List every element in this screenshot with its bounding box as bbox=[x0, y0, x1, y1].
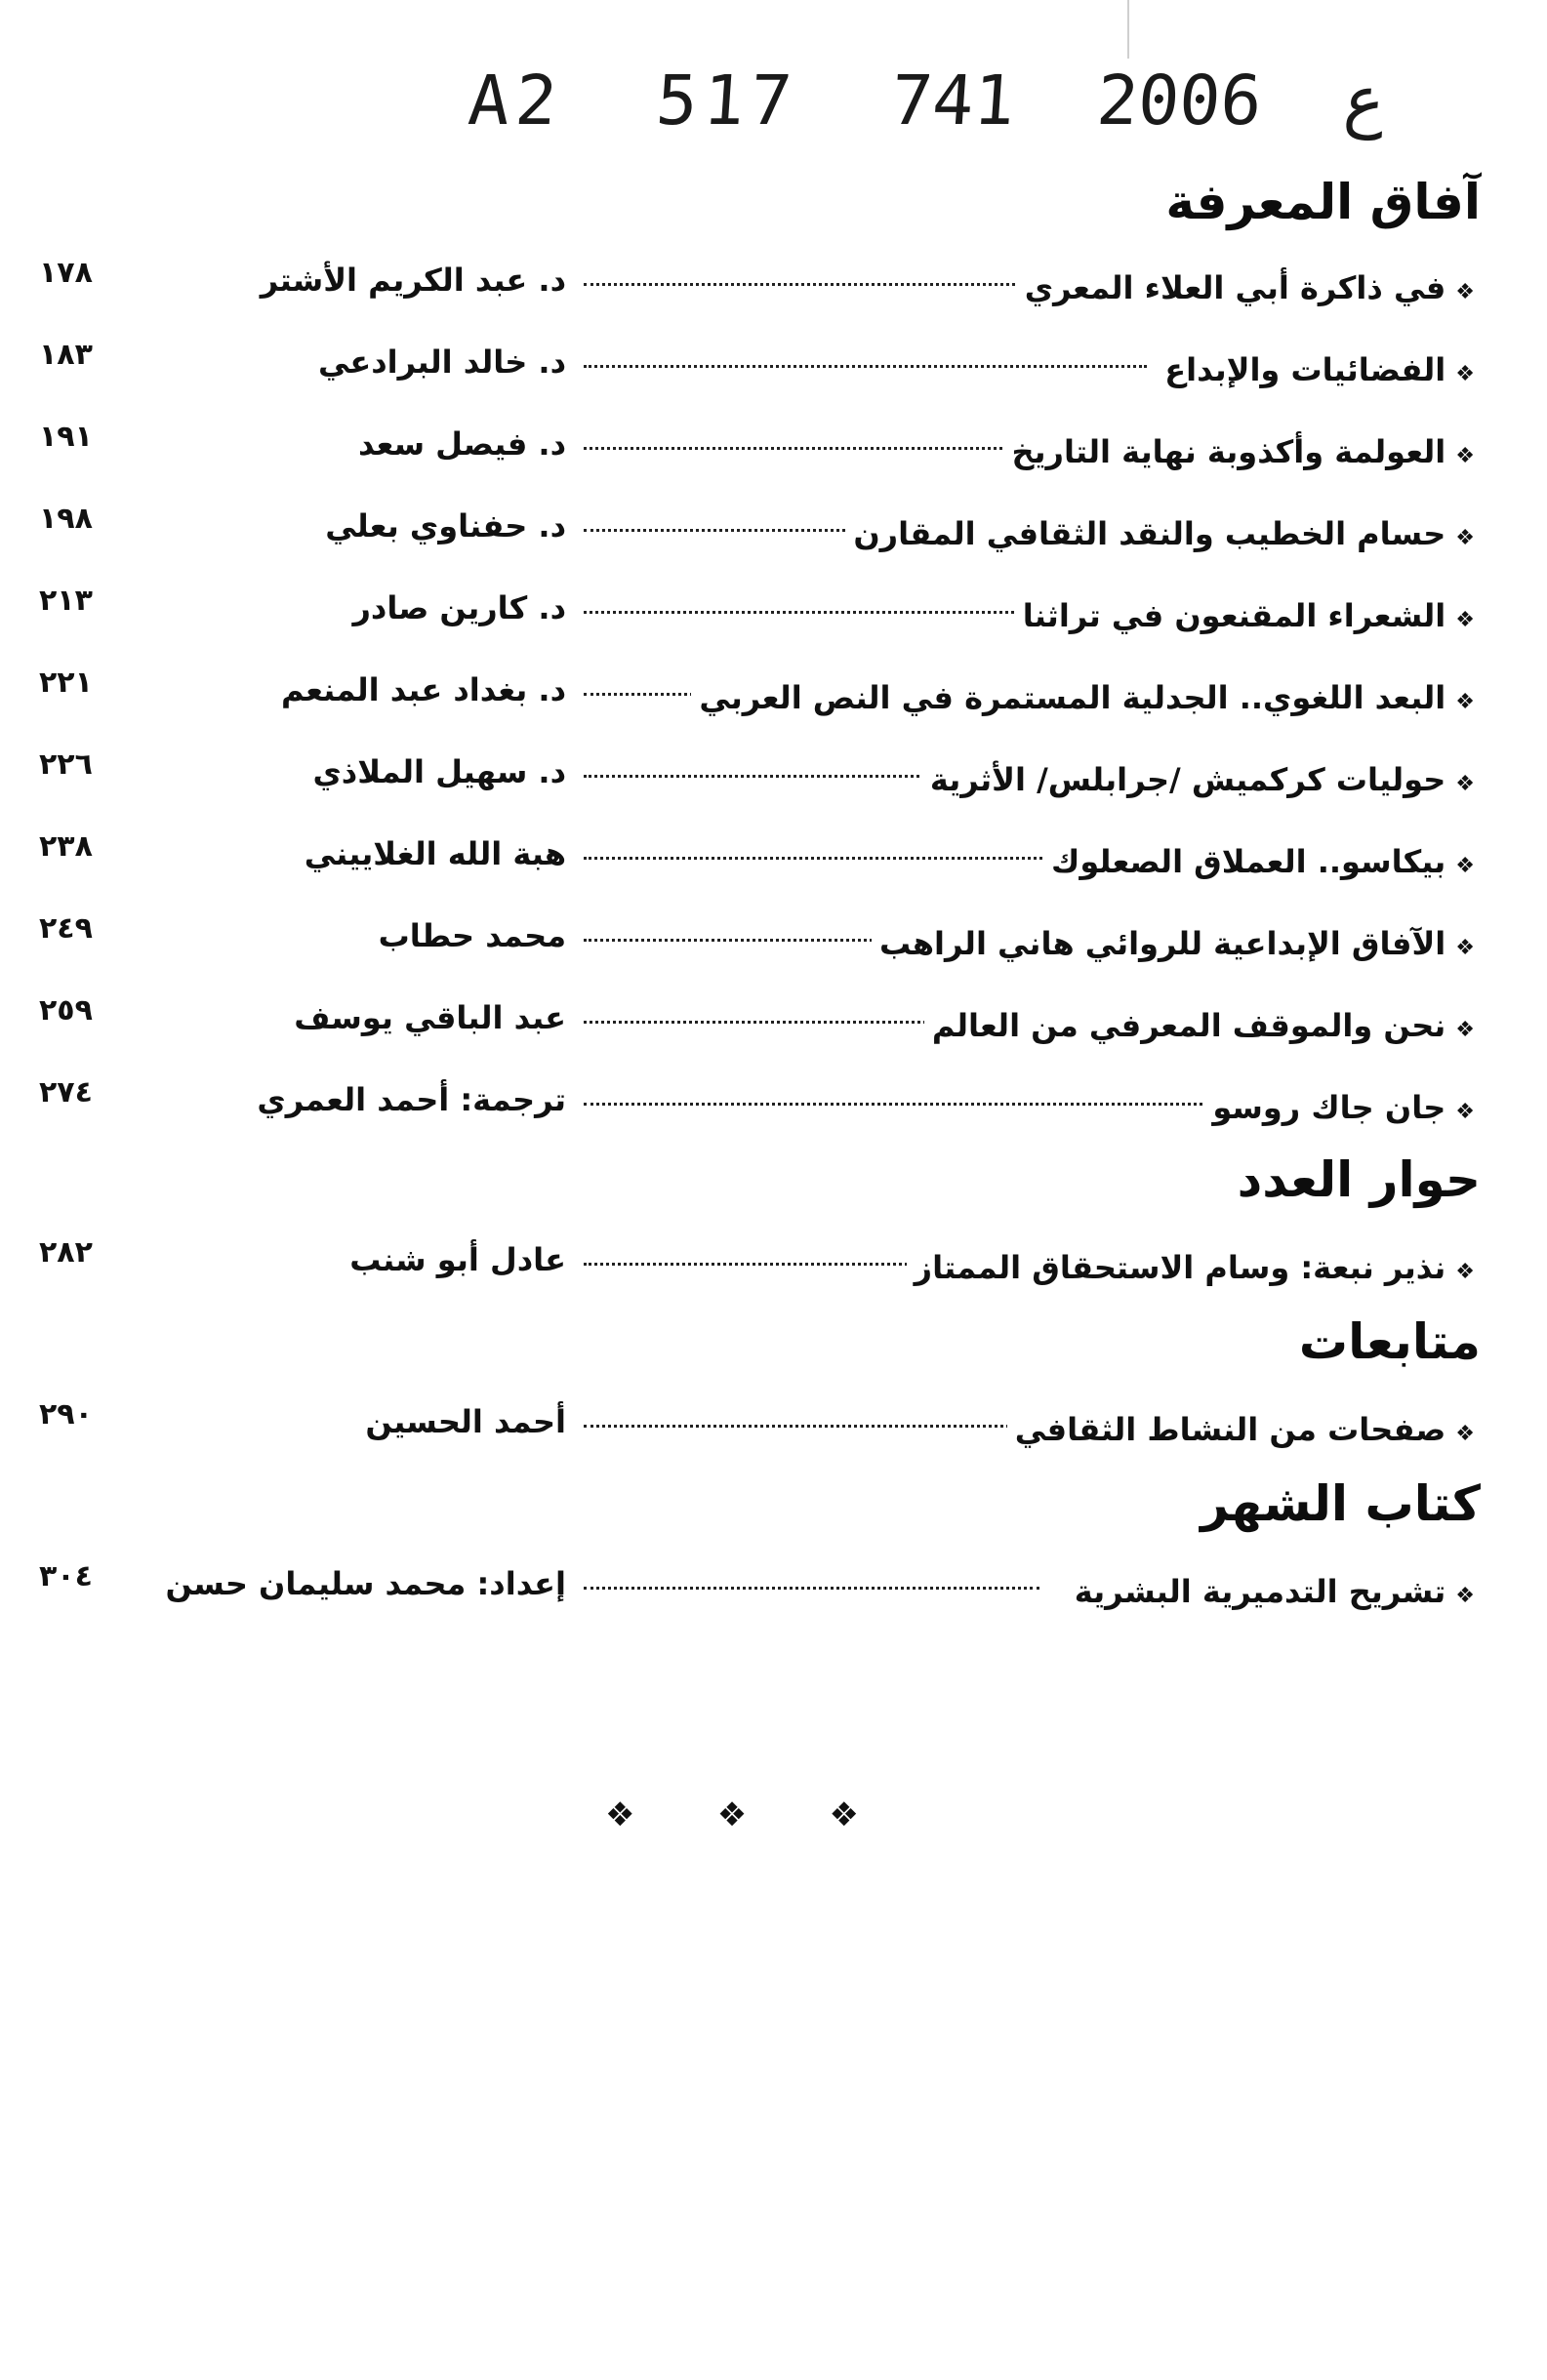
author-name: محمد حطاب bbox=[378, 917, 566, 954]
page-number: ٢٣٨ bbox=[39, 829, 93, 864]
bullet-icon: ❖ bbox=[1455, 444, 1475, 468]
entry-title: ❖الفضائيات والإبداع bbox=[1157, 351, 1475, 388]
page-number: ١٧٨ bbox=[39, 256, 93, 290]
toc-row[interactable] bbox=[0, 1075, 1547, 1144]
section-title-afaq-almaarifa: آفاق المعرفة bbox=[1165, 174, 1481, 230]
toc-row[interactable] bbox=[0, 1235, 1547, 1304]
dot-leader bbox=[584, 857, 1059, 860]
author-name: د. حفناوي بعلي bbox=[325, 507, 566, 545]
toc-row[interactable] bbox=[0, 502, 1547, 570]
entry-title: ❖الآفاق الإبداعية للروائي هاني الراهب bbox=[872, 925, 1475, 962]
dot-leader bbox=[584, 447, 1020, 450]
dot-leader bbox=[584, 939, 883, 942]
dot-leader bbox=[584, 1103, 1215, 1106]
page-number: ١٩٨ bbox=[39, 502, 93, 536]
dot-leader bbox=[584, 1263, 942, 1266]
author-name: عادل أبو شنب bbox=[349, 1241, 566, 1278]
entry-title: ❖نذير نبعة: وسام الاستحقاق الممتاز bbox=[907, 1249, 1475, 1286]
page-number: ٢٩٠ bbox=[39, 1397, 93, 1432]
entry-title: ❖حسام الخطيب والنقد الثقافي المقارن bbox=[845, 515, 1475, 552]
bullet-icon: ❖ bbox=[1455, 1584, 1475, 1608]
bullet-icon: ❖ bbox=[1455, 1018, 1475, 1042]
toc-row[interactable] bbox=[0, 829, 1547, 898]
dot-leader bbox=[584, 1425, 1039, 1428]
author-name: عبد الباقي يوسف bbox=[294, 999, 566, 1036]
author-name: د. سهيل الملاذي bbox=[312, 753, 566, 790]
dot-leader bbox=[584, 611, 1079, 614]
toc-row[interactable] bbox=[0, 338, 1547, 406]
bullet-icon: ❖ bbox=[1455, 854, 1475, 878]
scan-edge-mark bbox=[1127, 0, 1129, 59]
author-name: د. كارين صادر bbox=[352, 589, 566, 626]
bullet-icon: ❖ bbox=[1455, 362, 1475, 386]
toc-row[interactable] bbox=[0, 911, 1547, 980]
author-name: إعداد: محمد سليمان حسن bbox=[165, 1565, 566, 1602]
entry-title: ❖نحن والموقف المعرفي من العالم bbox=[924, 1007, 1475, 1044]
bullet-icon: ❖ bbox=[1455, 280, 1475, 304]
toc-row[interactable] bbox=[0, 666, 1547, 734]
toc-row[interactable] bbox=[0, 1397, 1547, 1466]
toc-row[interactable] bbox=[0, 584, 1547, 652]
bullet-icon: ❖ bbox=[1455, 608, 1475, 632]
author-name: هبة الله الغلاييني bbox=[304, 835, 566, 872]
page-number: ٢٧٤ bbox=[39, 1075, 93, 1109]
toc-row[interactable] bbox=[0, 747, 1547, 816]
page-number: ١٩١ bbox=[39, 420, 93, 454]
bullet-icon: ❖ bbox=[1455, 1100, 1475, 1124]
toc-row[interactable] bbox=[0, 256, 1547, 324]
entry-title: ❖حوليات كركميش /جرابلس/ الأثرية bbox=[922, 761, 1475, 798]
page-number: ٢٥٩ bbox=[39, 993, 93, 1028]
entry-title: ❖بيكاسو.. العملاق الصعلوك bbox=[1043, 843, 1475, 880]
page-number: ٢٨٢ bbox=[39, 1235, 93, 1270]
author-name: د. عبد الكريم الأشتر bbox=[260, 262, 566, 299]
section-title-hiwar-aladad: حوار العدد bbox=[1237, 1151, 1481, 1208]
section-title-kitab-alshahr: كتاب الشهر bbox=[1201, 1475, 1481, 1532]
page-number: ٢١٣ bbox=[39, 584, 93, 618]
handwritten-call-number: A2 517 ع 2006 741 bbox=[466, 61, 1388, 141]
page-number: ٢٢٦ bbox=[39, 747, 93, 782]
entry-title: ❖العولمة وأكذوبة نهاية التاريخ bbox=[1003, 433, 1475, 470]
bullet-icon: ❖ bbox=[1455, 772, 1475, 796]
ornament-icon: ❖ bbox=[829, 1795, 859, 1835]
section-title-mutabaat: متابعات bbox=[1298, 1313, 1481, 1370]
toc-row[interactable] bbox=[0, 993, 1547, 1062]
bullet-icon: ❖ bbox=[1455, 1260, 1475, 1284]
page-number: ٢٢١ bbox=[39, 666, 93, 700]
author-name: ترجمة: أحمد العمري bbox=[257, 1081, 566, 1118]
author-name: د. بغداد عبد المنعم bbox=[280, 671, 566, 708]
entry-title: ❖صفحات من النشاط الثقافي bbox=[1007, 1411, 1475, 1448]
entry-title: ❖البعد اللغوي.. الجدلية المستمرة في النص العربي bbox=[691, 679, 1475, 716]
dot-leader bbox=[584, 775, 942, 778]
bullet-icon: ❖ bbox=[1455, 936, 1475, 960]
dot-leader bbox=[584, 1587, 1039, 1590]
author-name: أحمد الحسين bbox=[365, 1403, 566, 1440]
dot-leader bbox=[584, 365, 1147, 368]
entry-title: ❖في ذاكرة أبي العلاء المعري bbox=[1017, 269, 1475, 306]
entry-title: ❖تشريح التدميرية البشرية bbox=[1067, 1573, 1475, 1610]
ornament-icon: ❖ bbox=[716, 1795, 748, 1835]
entry-title: ❖الشعراء المقنعون في تراثنا bbox=[1015, 597, 1475, 634]
author-name: د. فيصل سعد bbox=[358, 425, 566, 463]
ornament-icon: ❖ bbox=[605, 1795, 635, 1835]
bullet-icon: ❖ bbox=[1455, 1422, 1475, 1446]
footer-ornaments bbox=[605, 1795, 859, 1835]
page-number: ٣٠٤ bbox=[39, 1559, 93, 1593]
bullet-icon: ❖ bbox=[1455, 526, 1475, 550]
bullet-icon: ❖ bbox=[1455, 690, 1475, 714]
toc-row[interactable] bbox=[0, 1559, 1547, 1628]
page-number: ١٨٣ bbox=[39, 338, 93, 372]
toc-row[interactable] bbox=[0, 420, 1547, 488]
dot-leader bbox=[584, 1021, 961, 1024]
entry-title: ❖جان جاك روسو bbox=[1204, 1089, 1475, 1126]
author-name: د. خالد البرادعي bbox=[317, 343, 566, 381]
page-number: ٢٤٩ bbox=[39, 911, 93, 946]
